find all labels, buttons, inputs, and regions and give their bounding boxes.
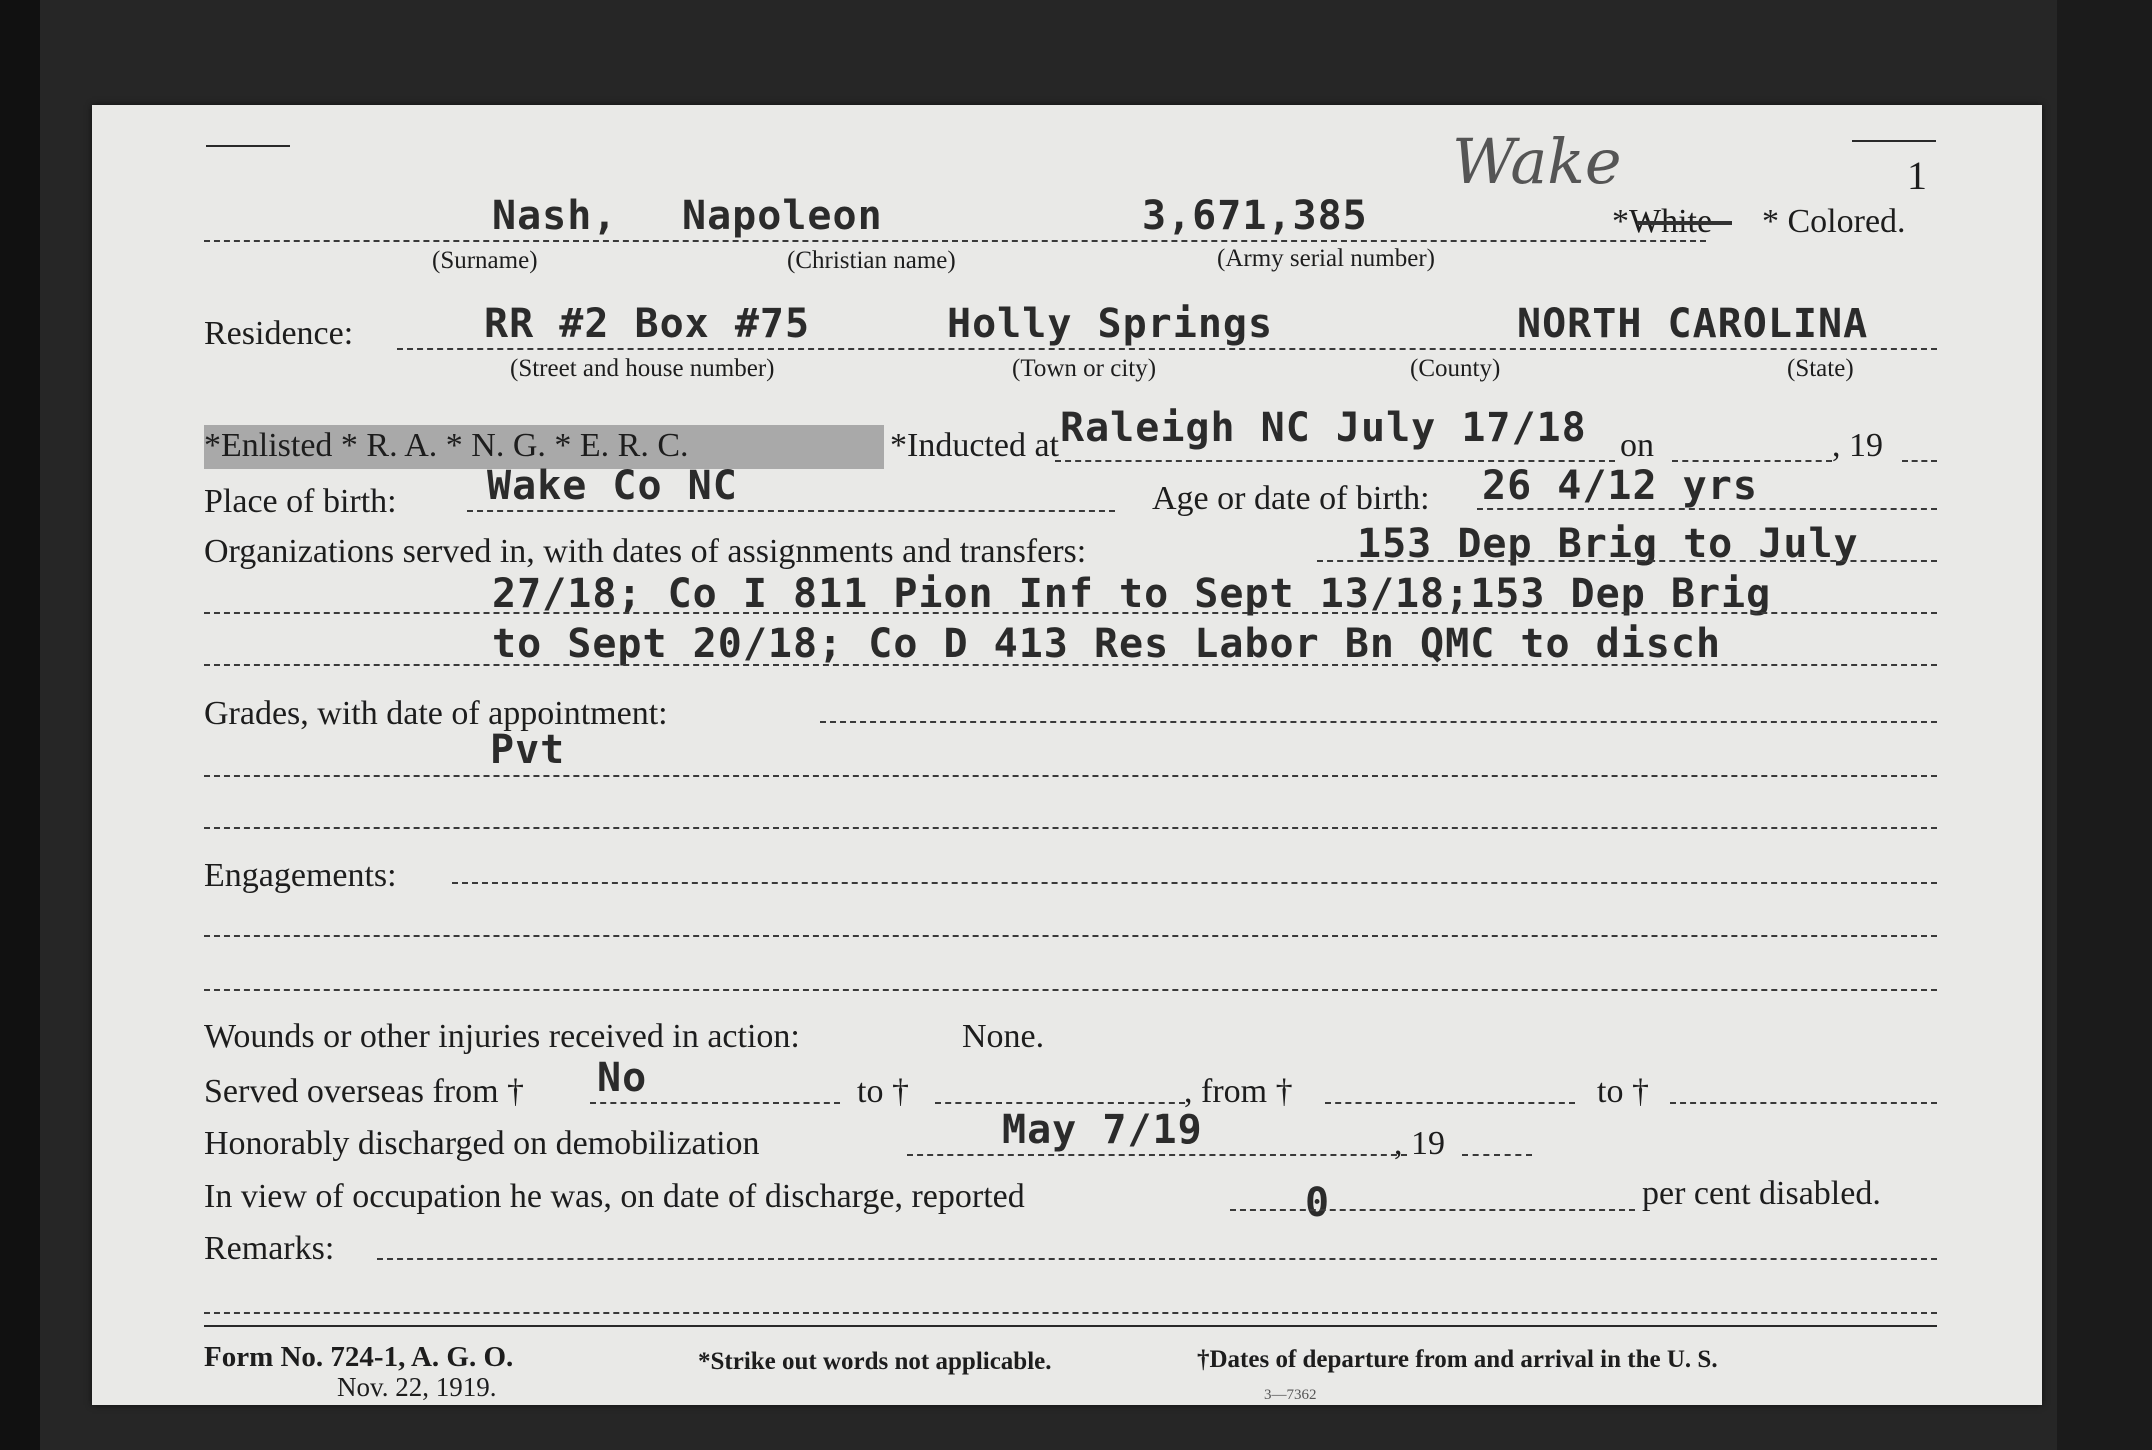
enlistment-type-options: *Enlisted * R. A. * N. G. * E. R. C. — [204, 427, 689, 464]
surname-caption: (Surname) — [432, 247, 538, 274]
grades-label: Grades, with date of appointment: — [204, 695, 668, 732]
overseas-to-label: to † — [857, 1073, 909, 1110]
race-white-strikeout — [1637, 221, 1732, 225]
overseas-from-line — [590, 1102, 840, 1104]
overseas-from2-line — [1325, 1102, 1575, 1104]
state-value: NORTH CAROLINA — [1517, 301, 1869, 347]
service-record-card — [92, 105, 2042, 1405]
disability-line — [1230, 1209, 1635, 1211]
name-line — [204, 240, 1706, 242]
engagements-rule-2 — [204, 935, 1937, 937]
grades-rule-1 — [820, 721, 1937, 723]
year-prefix: , 19 — [1832, 427, 1883, 464]
wounds-label: Wounds or other injuries received in action: — [204, 1018, 800, 1055]
inducted-value: Raleigh NC July 17/18 — [1060, 405, 1587, 451]
card-number: 1 — [1907, 153, 1927, 198]
overseas-from-label: Served overseas from † — [204, 1073, 525, 1110]
year-line — [1902, 460, 1937, 462]
grades-rule-3 — [204, 827, 1937, 829]
state-caption: (State) — [1787, 355, 1854, 382]
grades-rule-2 — [204, 775, 1937, 777]
form-date: Nov. 22, 1919. — [337, 1372, 497, 1402]
christian-name-value: Napoleon — [682, 193, 883, 239]
overseas-to-line — [935, 1102, 1185, 1104]
town-caption: (Town or city) — [1012, 355, 1157, 382]
age-line — [1477, 508, 1937, 510]
discharge-value: May 7/19 — [1002, 1107, 1203, 1153]
overseas-to2-line — [1670, 1102, 1937, 1104]
disability-value: 0 — [1305, 1180, 1331, 1226]
engagements-rule-3 — [204, 989, 1937, 991]
county-caption: (County) — [1410, 355, 1501, 382]
discharge-line — [907, 1154, 1407, 1156]
organizations-rule-3 — [204, 664, 1937, 666]
organizations-line-2: 27/18; Co I 811 Pion Inf to Sept 13/18;153 Dep Brig — [492, 571, 1772, 617]
birth-place-label: Place of birth: — [204, 483, 397, 520]
overseas-value: No — [597, 1055, 648, 1101]
surname-value: Nash, — [492, 193, 618, 239]
inducted-label: *Inducted at — [890, 427, 1059, 464]
discharge-year-line — [1462, 1154, 1532, 1156]
town-value: Holly Springs — [947, 301, 1274, 347]
on-label: on — [1620, 427, 1654, 464]
scanner-background-right — [2057, 0, 2152, 1450]
remarks-label: Remarks: — [204, 1230, 335, 1267]
scanner-background-left — [0, 0, 40, 1450]
remarks-rule-2 — [204, 1312, 1937, 1314]
age-value: 26 4/12 yrs — [1482, 463, 1758, 509]
serial-number-caption: (Army serial number) — [1217, 245, 1435, 272]
disability-label: In view of occupation he was, on date of discharge, reported — [204, 1178, 1025, 1215]
footnote-strike-out: *Strike out words not applicable. — [698, 1348, 1052, 1375]
top-left-rule — [206, 145, 290, 147]
print-code: 3—7362 — [1264, 1387, 1317, 1403]
organizations-line-3: to Sept 20/18; Co D 413 Res Labor Bn QMC to disch — [492, 621, 1722, 667]
organizations-rule-1 — [1317, 560, 1937, 562]
grades-value: Pvt — [490, 727, 566, 773]
remarks-rule-1 — [377, 1258, 1937, 1260]
footnote-dates: †Dates of departure from and arrival in the U. S. — [1197, 1346, 1718, 1373]
discharge-year-prefix: , 19 — [1394, 1125, 1445, 1162]
inducted-line — [1055, 460, 1615, 462]
street-value: RR #2 Box #75 — [484, 301, 811, 347]
engagements-label: Engagements: — [204, 857, 397, 894]
race-colored-label: * Colored. — [1762, 203, 1906, 240]
christian-name-caption: (Christian name) — [787, 247, 956, 274]
on-date-line — [1672, 460, 1832, 462]
disability-suffix: per cent disabled. — [1642, 1175, 1881, 1212]
residence-label: Residence: — [204, 315, 354, 352]
handwritten-county: Wake — [1452, 125, 1622, 198]
organizations-rule-2 — [204, 612, 1937, 614]
footer-rule — [204, 1325, 1937, 1327]
race-white-label: *White — [1612, 203, 1713, 240]
overseas-to2-label: to † — [1597, 1073, 1649, 1110]
organizations-line-1: 153 Dep Brig to July — [1357, 521, 1859, 567]
serial-number-value: 3,671,385 — [1142, 193, 1368, 239]
street-caption: (Street and house number) — [510, 355, 775, 382]
overseas-from2-label: , from † — [1184, 1073, 1293, 1110]
form-number: Form No. 724-1, A. G. O. — [204, 1341, 514, 1373]
age-label: Age or date of birth: — [1152, 480, 1430, 517]
top-right-rule — [1852, 140, 1936, 142]
engagements-rule-1 — [452, 882, 1937, 884]
residence-line — [397, 348, 1937, 350]
wounds-value: None. — [962, 1018, 1045, 1055]
organizations-label: Organizations served in, with dates of assignments and transfers: — [204, 533, 1087, 570]
discharge-label: Honorably discharged on demobilization — [204, 1125, 760, 1162]
birth-place-value: Wake Co NC — [487, 463, 738, 509]
birth-place-line — [467, 510, 1115, 512]
